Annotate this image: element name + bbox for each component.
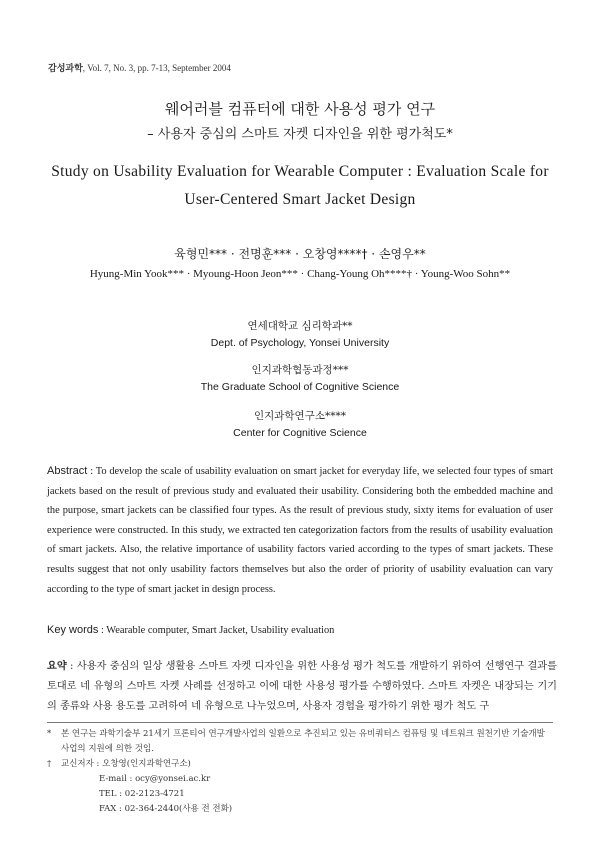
journal-volume-info: , Vol. 7, No. 3, pp. 7-13, September 2004 bbox=[82, 63, 231, 73]
footnote-mark: † bbox=[47, 759, 52, 769]
affiliation-english: The Graduate School of Cognitive Science bbox=[200, 381, 400, 393]
footnote-divider bbox=[47, 722, 553, 723]
affiliation-korean: 인지과학연구소**** bbox=[253, 410, 346, 422]
title-korean: 웨어러블 컴퓨터에 대한 사용성 평가 연구 bbox=[164, 100, 436, 118]
abstract-text: : To develop the scale of usability evaluation on smart jacket for everyday life, we selected four types of smart jackets based on the result of previous study and evaluated their usability. Considering both the embedded machine and the purpose, smart jackets can be classified four types. As the result of previous study, sixty items for evaluation of user experience were constructed. In this study, we extracted ten categorization factors from the results of usability evaluation of smart jackets. Also, the relative importance of usability factors varied according to the types of smart jackets. These results suggest that not only usability factors themselves but also the order of priority of usability evaluation can vary according to the type of smart jacket in design process. bbox=[47, 466, 553, 595]
footnote-text: 본 연구는 과학기술부 21세기 프론티어 연구개발사업의 일환으로 추진되고 있는 유비쿼터스 컴퓨팅 및 네트워크 원천기반 기술개발사업의 지원에 의한 것임. bbox=[61, 729, 545, 754]
footnotes bbox=[47, 727, 553, 817]
affiliation-cognitive-center bbox=[0, 408, 600, 439]
keywords-label: Key words bbox=[47, 624, 99, 636]
affiliation-english: Dept. of Psychology, Yonsei University bbox=[210, 337, 390, 349]
summary-label: 요약 bbox=[47, 661, 67, 672]
footnote-corresponding bbox=[47, 757, 553, 772]
korean-summary bbox=[47, 657, 557, 717]
journal-name: 감성과학 bbox=[48, 64, 83, 74]
affiliation-psychology bbox=[0, 318, 600, 349]
affiliation-korean: 인지과학협동과정*** bbox=[251, 364, 349, 376]
journal-citation bbox=[48, 61, 231, 74]
contact-tel: TEL : 02-2123-4721 bbox=[99, 789, 185, 799]
affiliation-korean: 연세대학교 심리학과** bbox=[247, 320, 353, 332]
contact-fax: FAX : 02-364-2440(사용 전 전화) bbox=[99, 804, 233, 814]
title-english bbox=[50, 158, 550, 214]
keywords bbox=[47, 624, 553, 636]
abstract-label: Abstract bbox=[47, 465, 88, 477]
affiliation-graduate-school bbox=[0, 362, 600, 393]
title-english-line-2: User-Centered Smart Jacket Design bbox=[184, 191, 416, 208]
authors-english: Hyung-Min Yook*** · Myoung-Hoon Jeon*** · Chang-Young Oh****† · Young-Woo Sohn** bbox=[89, 268, 511, 280]
footnote-mark: * bbox=[47, 729, 52, 739]
contact-email: E-mail : ocy@yonsei.ac.kr bbox=[99, 774, 211, 784]
abstract bbox=[47, 462, 553, 599]
authors-korean: 육형민*** · 전명훈*** · 오창영****† · 손영우** bbox=[174, 247, 426, 261]
summary-text: : 사용자 중심의 일상 생활용 스마트 자켓 디자인을 위한 사용성 평가 척도를 개발하기 위하여 선행연구 결과를 토대로 네 유형의 스마트 자켓 사례를 선정하고 이에 대한 사용성 평가를 수행하였다. 스마트 자켓은 내장되는 기기의 종류와 사용 용도를 고려하여 네 유형으로 나누었으며, 사용자 경험을 평가하기 위한 평가 척도 구 bbox=[47, 661, 557, 712]
title-english-line-1: Study on Usability Evaluation for Wearable Computer : Evaluation Scale for bbox=[51, 163, 549, 180]
subtitle-korean: – 사용자 중심의 스마트 자켓 디자인을 위한 평가척도* bbox=[147, 127, 453, 142]
footnote-text: 교신저자 : 오창영(인지과학연구소) bbox=[61, 759, 191, 769]
affiliation-english: Center for Cognitive Science bbox=[233, 427, 367, 439]
footnote-funding bbox=[47, 727, 553, 757]
keywords-text: : Wearable computer, Smart Jacket, Usability evaluation bbox=[98, 625, 335, 636]
